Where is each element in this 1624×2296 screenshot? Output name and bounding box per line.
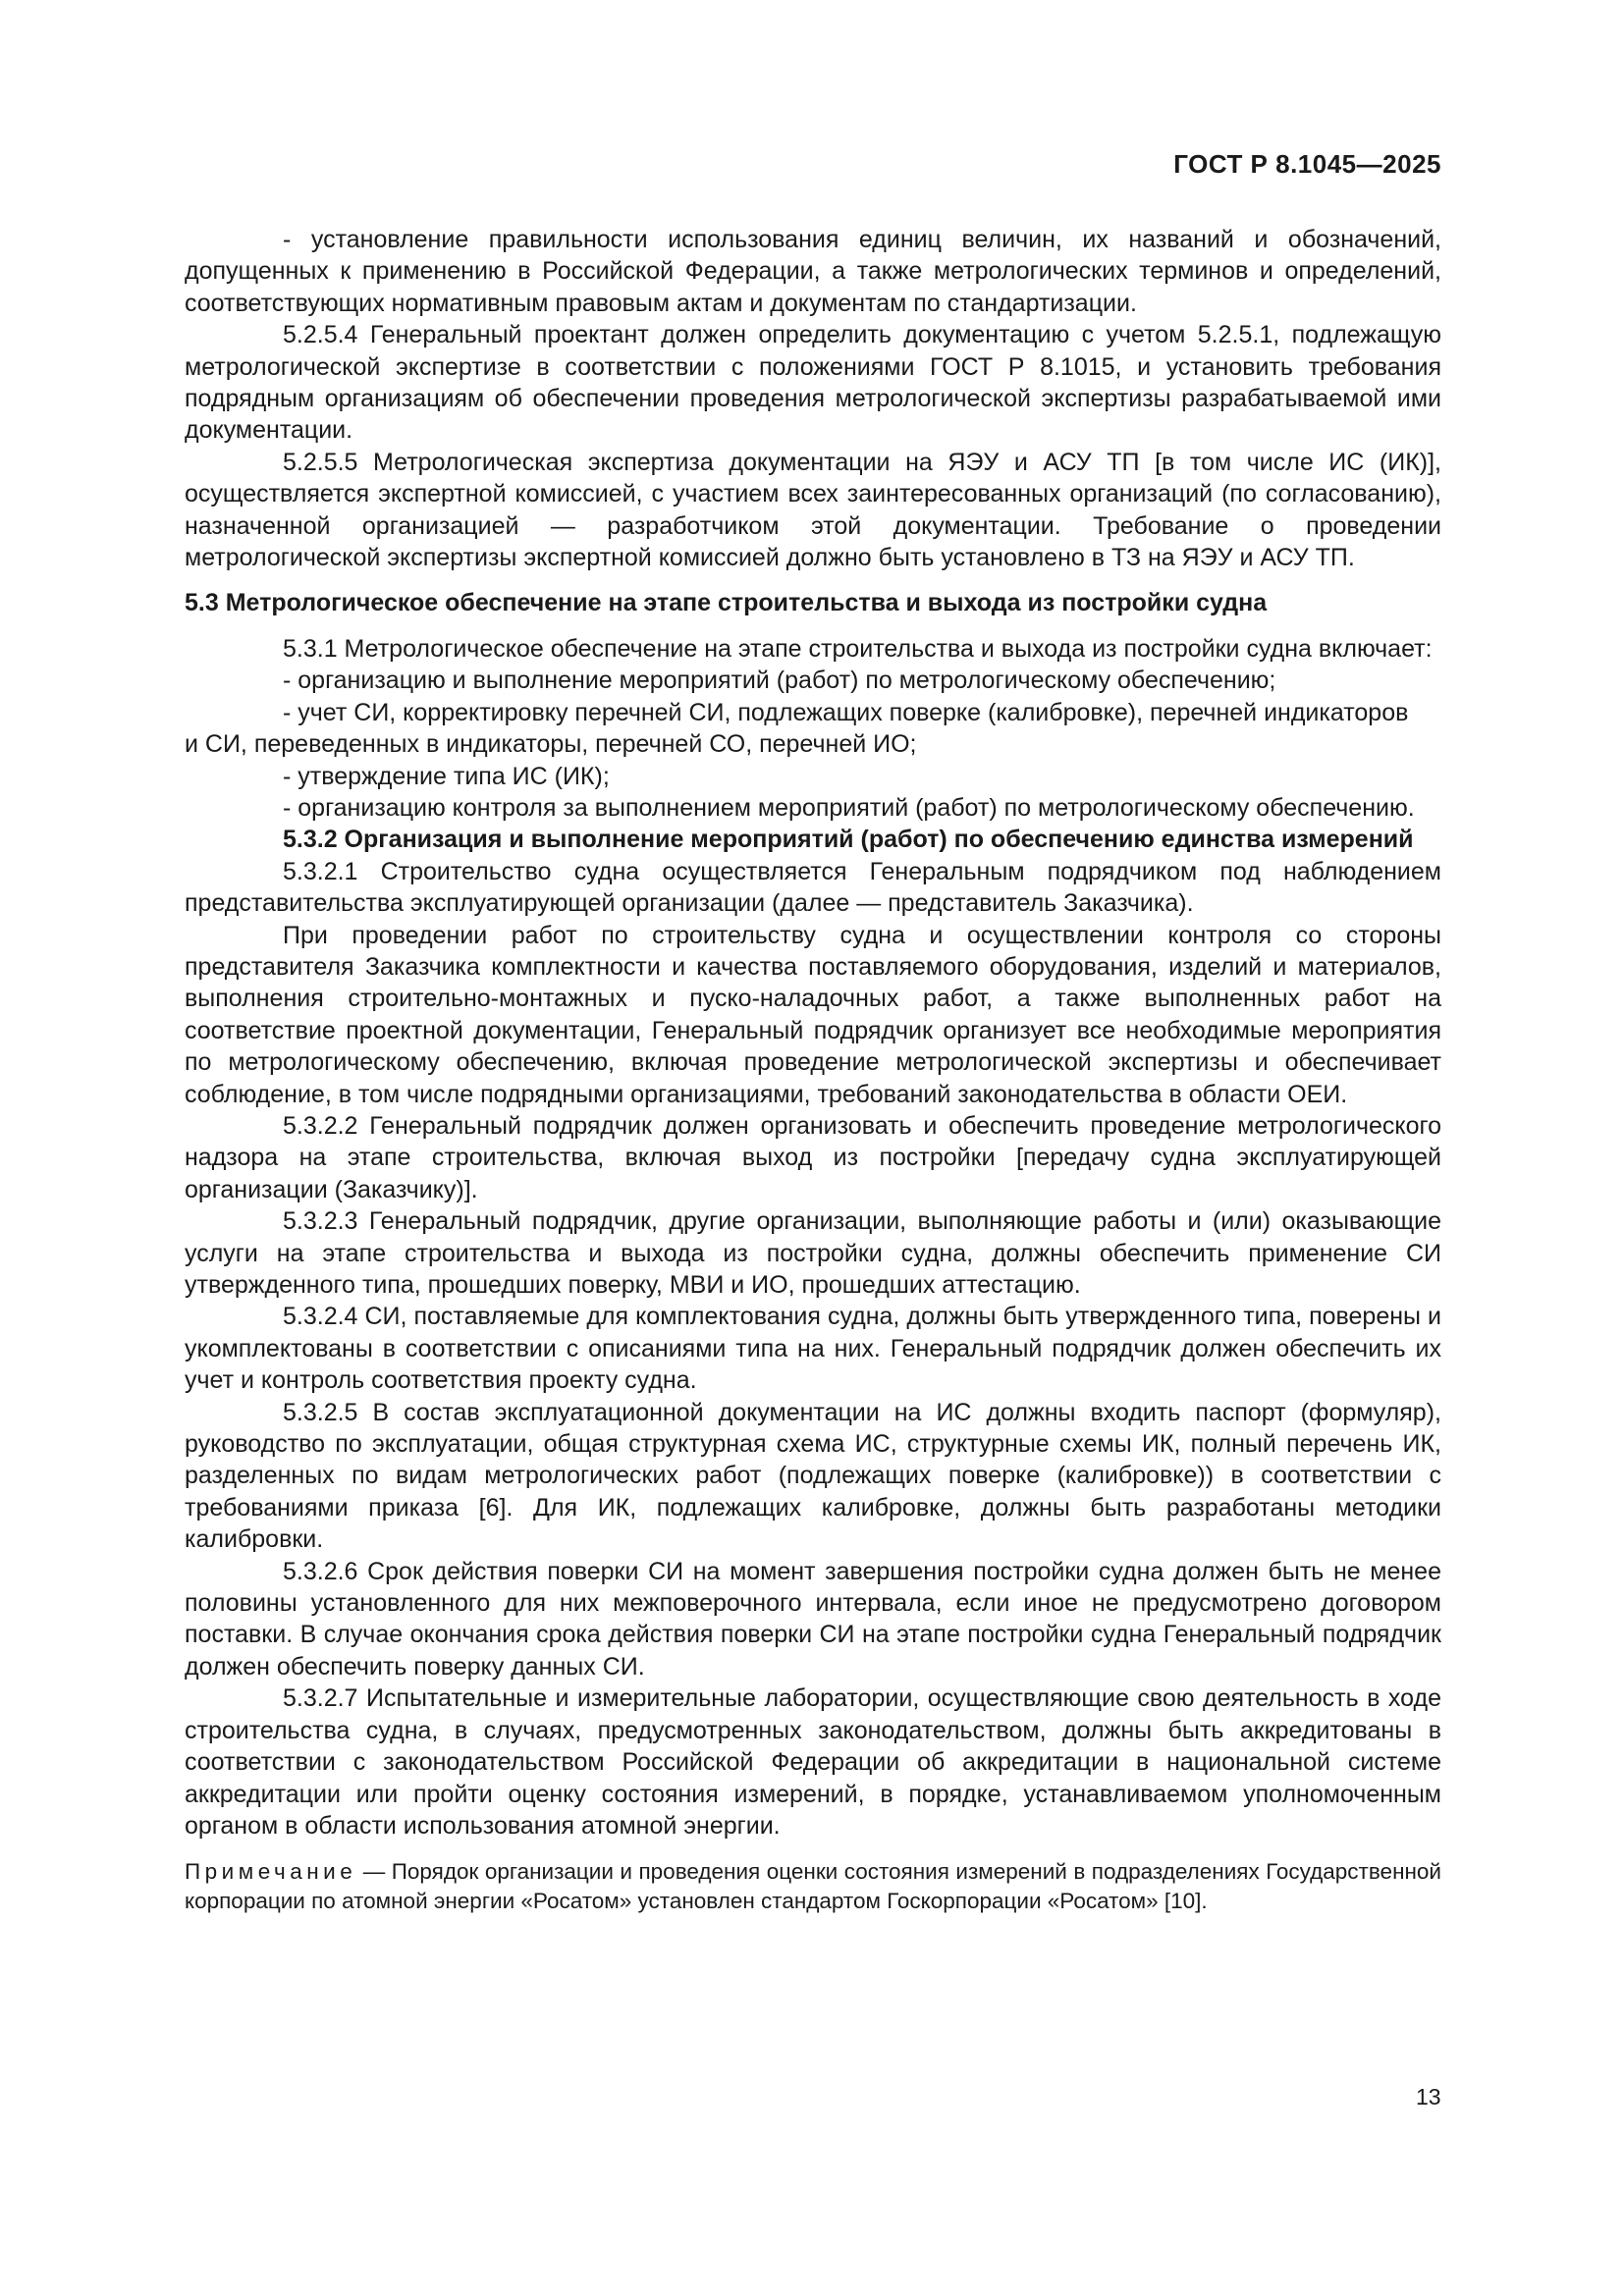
list-item: - учет СИ, корректировку перечней СИ, подлежащих поверке (калибровке), перечней индикаторов [283, 698, 1409, 726]
list-item-continuation: и СИ, переведенных в индикаторы, перечней СО, перечней ИО; [185, 730, 917, 759]
list-item: - организацию контроля за выполнением мероприятий (работ) по метрологическому обеспечению. [283, 793, 1415, 822]
paragraph-5-2-5-4: 5.2.5.4 Генеральный проектант должен определить документацию с учетом 5.2.5.1, подлежащую метрологической экспертизе в соответствии с положениями ГОСТ Р 8.1015, и установить требования подрядным организациям об обеспечении проведения метрологической экспертизы разрабатываемой ими документации. [185, 321, 1441, 445]
paragraph-5-3-2-3: 5.3.2.3 Генеральный подрядчик, другие организации, выполняющие работы и (или) оказывающие услуги на этапе строительства и выхода из постройки судна, должны обеспечить применение СИ утвержденного типа, прошедших поверку, МВИ и ИО, прошедших аттестацию. [185, 1207, 1441, 1299]
paragraph-5-3-1: 5.3.1 Метрологическое обеспечение на этапе строительства и выхода из постройки судна включает: [283, 634, 1433, 663]
paragraph-bullet-units: - установление правильности использования единиц величин, их названий и обозначений, допущенных к применению в Российской Федерации, а также метрологических терминов и определений, соответствующих нормативным правовым актам и документам по стандартизации. [185, 226, 1441, 317]
paragraph-5-3-2-7: 5.3.2.7 Испытательные и измерительные лаборатории, осуществляющие свою деятельность в ходе строительства судна, в случаях, предусмотренных законодательством, должны быть аккредитованы в соответствии с законодательством Российской Федерации об аккредитации в национальной системе аккредитации или пройти оценку состояния измерений, в порядке, устанавливаемом уполномоченным органом в области использования атомной энергии. [185, 1684, 1441, 1840]
note-text: — Порядок организации и проведения оценки состояния измерений в подразделениях Государственной корпорации по атомной энергии «Росатом» установлен стандартом Госкорпорации «Росатом» [10]. [185, 1859, 1441, 1914]
paragraph-5-3-2-2: 5.3.2.2 Генеральный подрядчик должен организовать и обеспечить проведение метрологического надзора на этапе строительства, включая выход из постройки [передачу судна эксплуатирующей организации (Заказчику)]. [185, 1111, 1441, 1203]
paragraph-5-3-2-1: 5.3.2.1 Строительство судна осуществляется Генеральным подрядчиком под наблюдением представительства эксплуатирующей организации (далее — представитель Заказчика). [185, 857, 1441, 918]
list-item: - организацию и выполнение мероприятий (работ) по метрологическому обеспечению; [283, 667, 1276, 695]
document-code: ГОСТ Р 8.1045—2025 [1173, 149, 1441, 179]
paragraph-5-3-2-4: 5.3.2.4 СИ, поставляемые для комплектования судна, должны быть утвержденного типа, поверены и укомплектованы в соответствии с описаниями типа на них. Генеральный подрядчик должен обеспечить их учет и контроль соответствия проекту судна. [185, 1303, 1441, 1395]
note-label: Примечание [185, 1859, 357, 1885]
list-item: - утверждение типа ИС (ИК); [283, 762, 610, 790]
note [185, 1857, 1441, 1916]
paragraph-5-3-2-5: 5.3.2.5 В состав эксплуатационной документации на ИС должны входить паспорт (формуляр), руководство по эксплуатации, общая структурная схема ИС, структурные схемы ИК, полный перечень ИК, разделенных по видам метрологических работ (подлежащих поверке (калибровке)) в соответствии с требованиями приказа [6]. Для ИК, подлежащих калибровке, должны быть разработаны методики калибровки. [185, 1398, 1441, 1554]
page-number: 13 [1416, 2084, 1441, 2109]
paragraph-5-3-2-6: 5.3.2.6 Срок действия поверки СИ на момент завершения постройки судна должен быть не менее половины установленного для них межповерочного интервала, если иное не предусмотрено договором поставки. В случае окончания срока действия поверки СИ на этапе постройки судна Генеральный подрядчик должен обеспечить поверку данных СИ. [185, 1557, 1441, 1681]
paragraph-5-3-2-1-continued: При проведении работ по строительству судна и осуществлении контроля со стороны представителя Заказчика комплектности и качества поставляемого оборудования, изделий и материалов, выполнения строительно-монтажных и пуско-наладочных работ, а также выполненных работ на соответствие проектной документации, Генеральный подрядчик организует все необходимые мероприятия по метрологическому обеспечению, включая проведение метрологической экспертизы и обеспечивает соблюдение, в том числе подрядными организациями, требований законодательства в области ОЕИ. [185, 921, 1441, 1108]
section-heading-5-3: 5.3 Метрологическое обеспечение на этапе строительства и выхода из постройки судна [185, 589, 1268, 617]
subsection-heading-5-3-2: 5.3.2 Организация и выполнение мероприятий (работ) по обеспечению единства измерений [283, 826, 1414, 854]
document-body [185, 224, 1441, 1916]
paragraph-5-2-5-5: 5.2.5.5 Метрологическая экспертиза документации на ЯЭУ и АСУ ТП [в том числе ИС (ИК)], осуществляется экспертной комиссией, с участием всех заинтересованных организаций (по согласованию), назначенной организацией — разработчиком этой документации. Требование о проведении метрологической экспертизы экспертной комиссией должно быть установлено в ТЗ на ЯЭУ и АСУ ТП. [185, 448, 1441, 572]
